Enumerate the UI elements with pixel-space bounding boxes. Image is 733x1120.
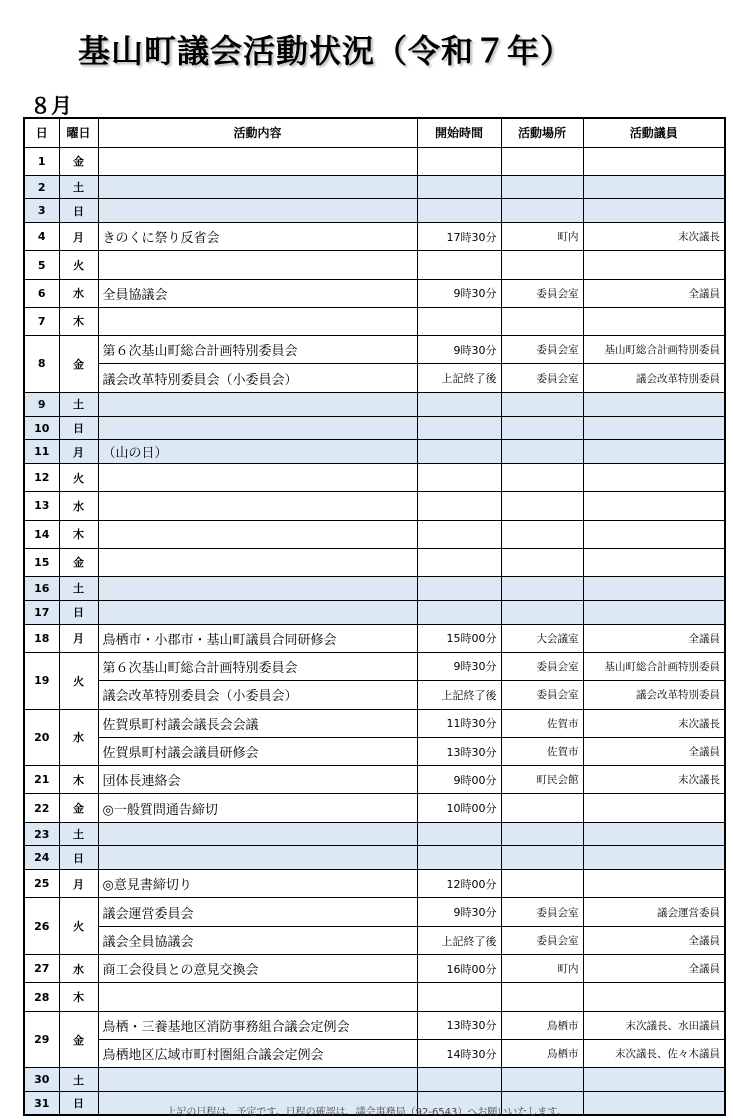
day-cell: 10 [24, 416, 59, 440]
time-cell [417, 440, 501, 464]
place-cell: 鳥栖市 [501, 1040, 583, 1068]
time-cell [417, 175, 501, 199]
members-cell: 基山町総合計画特別委員 [583, 336, 725, 364]
day-cell: 28 [24, 983, 59, 1011]
table-row [24, 440, 725, 464]
place-cell: 委員会室 [501, 364, 583, 392]
table-row [24, 600, 725, 624]
place-cell: 町民会館 [501, 766, 583, 794]
time-cell: 12時00分 [417, 870, 501, 898]
header-day: 日 [24, 118, 59, 147]
place-cell [501, 548, 583, 576]
members-cell [583, 600, 725, 624]
activity-cell: 商工会役員との意見交換会 [98, 955, 417, 983]
table-row [24, 794, 725, 822]
table-row [24, 548, 725, 576]
table-row [24, 364, 725, 392]
day-cell: 12 [24, 464, 59, 492]
time-cell [417, 1068, 501, 1092]
place-cell: 委員会室 [501, 898, 583, 926]
activity-cell: 議会運営委員会 [98, 898, 417, 926]
place-cell [501, 794, 583, 822]
time-cell [417, 416, 501, 440]
place-cell [501, 175, 583, 199]
weekday-cell: 木 [59, 307, 98, 335]
time-cell: 15時00分 [417, 624, 501, 652]
header-weekday: 曜日 [59, 118, 98, 147]
place-cell: 委員会室 [501, 652, 583, 680]
table-row [24, 870, 725, 898]
place-cell [501, 440, 583, 464]
time-cell: 9時30分 [417, 652, 501, 680]
table-row [24, 1068, 725, 1092]
members-cell [583, 520, 725, 548]
activity-cell: 佐賀県町村議会議員研修会 [98, 737, 417, 765]
table-row [24, 307, 725, 335]
activity-cell: きのくに祭り反省会 [98, 223, 417, 251]
weekday-cell: 月 [59, 440, 98, 464]
table-row [24, 737, 725, 765]
weekday-cell: 土 [59, 175, 98, 199]
time-cell: 9時30分 [417, 898, 501, 926]
activity-cell [98, 307, 417, 335]
day-cell: 17 [24, 600, 59, 624]
members-cell [583, 175, 725, 199]
day-cell: 30 [24, 1068, 59, 1092]
place-cell [501, 251, 583, 279]
activity-cell: 佐賀県町村議会議長会会議 [98, 709, 417, 737]
weekday-cell: 水 [59, 709, 98, 766]
table-row [24, 223, 725, 251]
weekday-cell: 金 [59, 548, 98, 576]
place-cell: 町内 [501, 223, 583, 251]
members-cell [583, 548, 725, 576]
weekday-cell: 木 [59, 520, 98, 548]
place-cell [501, 147, 583, 175]
weekday-cell: 日 [59, 1092, 98, 1116]
table-row [24, 926, 725, 954]
activity-cell [98, 520, 417, 548]
time-cell: 上記終了後 [417, 364, 501, 392]
members-cell [583, 983, 725, 1011]
table-row [24, 175, 725, 199]
activity-cell [98, 464, 417, 492]
members-cell: 基山町総合計画特別委員 [583, 652, 725, 680]
month-label: ８月 [30, 94, 72, 118]
time-cell [417, 600, 501, 624]
time-cell: 13時30分 [417, 737, 501, 765]
weekday-cell: 土 [59, 392, 98, 416]
activity-cell [98, 175, 417, 199]
members-cell [583, 416, 725, 440]
members-cell: 議会改革特別委員 [583, 681, 725, 709]
place-cell: 委員会室 [501, 336, 583, 364]
place-cell: 佐賀市 [501, 737, 583, 765]
weekday-cell: 火 [59, 251, 98, 279]
day-cell: 2 [24, 175, 59, 199]
place-cell: 委員会室 [501, 926, 583, 954]
members-cell: 議会改革特別委員 [583, 364, 725, 392]
place-cell: 委員会室 [501, 681, 583, 709]
members-cell [583, 147, 725, 175]
time-cell [417, 576, 501, 600]
day-cell: 23 [24, 822, 59, 846]
weekday-cell: 木 [59, 766, 98, 794]
header-time: 開始時間 [417, 118, 501, 147]
place-cell [501, 492, 583, 520]
day-cell: 14 [24, 520, 59, 548]
activity-cell [98, 416, 417, 440]
weekday-cell: 土 [59, 576, 98, 600]
weekday-cell: 水 [59, 492, 98, 520]
table-row [24, 392, 725, 416]
table-row [24, 279, 725, 307]
members-cell [583, 794, 725, 822]
table-row [24, 766, 725, 794]
activity-cell: 第６次基山町総合計画特別委員会 [98, 652, 417, 680]
place-cell: 鳥栖市 [501, 1011, 583, 1039]
activity-cell: 議会改革特別委員会（小委員会） [98, 681, 417, 709]
day-cell: 1 [24, 147, 59, 175]
members-cell: 末次議長 [583, 223, 725, 251]
header-place: 活動場所 [501, 118, 583, 147]
weekday-cell: 日 [59, 416, 98, 440]
weekday-cell: 金 [59, 794, 98, 822]
members-cell: 全議員 [583, 955, 725, 983]
header-members: 活動議員 [583, 118, 725, 147]
members-cell: 末次議長 [583, 766, 725, 794]
activity-cell: 議会改革特別委員会（小委員会） [98, 364, 417, 392]
members-cell [583, 464, 725, 492]
activity-cell [98, 199, 417, 223]
time-cell: 17時30分 [417, 223, 501, 251]
day-cell: 21 [24, 766, 59, 794]
members-cell [583, 846, 725, 870]
weekday-cell: 水 [59, 955, 98, 983]
day-cell: 16 [24, 576, 59, 600]
activity-cell: ◎意見書締切り [98, 870, 417, 898]
table-row [24, 955, 725, 983]
weekday-cell: 木 [59, 983, 98, 1011]
table-row [24, 336, 725, 364]
activity-cell [98, 983, 417, 1011]
place-cell [501, 1068, 583, 1092]
activity-cell [98, 846, 417, 870]
members-cell: 全議員 [583, 926, 725, 954]
table-row [24, 898, 725, 926]
table-row [24, 199, 725, 223]
place-cell [501, 520, 583, 548]
weekday-cell: 日 [59, 846, 98, 870]
table-row [24, 846, 725, 870]
activity-cell [98, 251, 417, 279]
header-row [24, 118, 725, 147]
day-cell: 4 [24, 223, 59, 251]
day-cell: 3 [24, 199, 59, 223]
weekday-cell: 火 [59, 898, 98, 955]
time-cell: 上記終了後 [417, 681, 501, 709]
day-cell: 13 [24, 492, 59, 520]
time-cell: 11時30分 [417, 709, 501, 737]
time-cell [417, 251, 501, 279]
time-cell: 14時30分 [417, 1040, 501, 1068]
table-row [24, 576, 725, 600]
members-cell: 議会運営委員 [583, 898, 725, 926]
day-cell: 25 [24, 870, 59, 898]
time-cell [417, 199, 501, 223]
day-cell: 11 [24, 440, 59, 464]
place-cell [501, 576, 583, 600]
activity-cell: 鳥栖市・小郡市・基山町議員合同研修会 [98, 624, 417, 652]
place-cell [501, 600, 583, 624]
weekday-cell: 土 [59, 822, 98, 846]
time-cell: 10時00分 [417, 794, 501, 822]
table-row [24, 520, 725, 548]
day-cell: 9 [24, 392, 59, 416]
place-cell [501, 416, 583, 440]
weekday-cell: 月 [59, 223, 98, 251]
activity-cell [98, 1068, 417, 1092]
time-cell: 上記終了後 [417, 926, 501, 954]
table-row [24, 1011, 725, 1039]
place-cell [501, 870, 583, 898]
activity-cell: 議会全員協議会 [98, 926, 417, 954]
place-cell: 佐賀市 [501, 709, 583, 737]
table-row [24, 652, 725, 680]
activity-cell [98, 147, 417, 175]
table-row [24, 624, 725, 652]
activity-cell: 鳥栖・三養基地区消防事務組合議会定例会 [98, 1011, 417, 1039]
weekday-cell: 月 [59, 870, 98, 898]
day-cell: 5 [24, 251, 59, 279]
footer-note: 上記の日程は、予定です。日程の確認は、議会事務局（92-6543）へお願いいたします。 [166, 1107, 567, 1118]
members-cell [583, 492, 725, 520]
weekday-cell: 日 [59, 199, 98, 223]
table-row [24, 147, 725, 175]
members-cell: 末次議長 [583, 709, 725, 737]
activity-cell: 第６次基山町総合計画特別委員会 [98, 336, 417, 364]
place-cell [501, 392, 583, 416]
time-cell [417, 520, 501, 548]
members-cell [583, 870, 725, 898]
members-cell: 末次議長、水田議員 [583, 1011, 725, 1039]
day-cell: 18 [24, 624, 59, 652]
table-row [24, 251, 725, 279]
table-row [24, 822, 725, 846]
time-cell [417, 548, 501, 576]
day-cell: 24 [24, 846, 59, 870]
day-cell: 20 [24, 709, 59, 766]
activity-cell: 鳥栖地区広域市町村圏組合議会定例会 [98, 1040, 417, 1068]
activity-cell [98, 576, 417, 600]
time-cell [417, 983, 501, 1011]
time-cell: 13時30分 [417, 1011, 501, 1039]
table-row [24, 416, 725, 440]
members-cell: 全議員 [583, 737, 725, 765]
members-cell: 末次議長、佐々木議員 [583, 1040, 725, 1068]
time-cell: 9時30分 [417, 279, 501, 307]
place-cell [501, 983, 583, 1011]
weekday-cell: 火 [59, 652, 98, 709]
members-cell [583, 1068, 725, 1092]
activity-cell: 団体長連絡会 [98, 766, 417, 794]
time-cell [417, 492, 501, 520]
time-cell [417, 464, 501, 492]
members-cell [583, 251, 725, 279]
day-cell: 27 [24, 955, 59, 983]
place-cell [501, 822, 583, 846]
weekday-cell: 火 [59, 464, 98, 492]
weekday-cell: 水 [59, 279, 98, 307]
activity-cell [98, 492, 417, 520]
members-cell [583, 440, 725, 464]
day-cell: 22 [24, 794, 59, 822]
members-cell [583, 392, 725, 416]
activity-cell: （山の日） [98, 440, 417, 464]
activity-cell [98, 392, 417, 416]
members-cell [583, 307, 725, 335]
activity-cell [98, 822, 417, 846]
table-row [24, 464, 725, 492]
weekday-cell: 日 [59, 600, 98, 624]
place-cell [501, 307, 583, 335]
table-row [24, 983, 725, 1011]
place-cell: 町内 [501, 955, 583, 983]
place-cell [501, 464, 583, 492]
schedule-table [23, 117, 726, 1116]
place-cell [501, 199, 583, 223]
table-row [24, 709, 725, 737]
day-cell: 26 [24, 898, 59, 955]
day-cell: 19 [24, 652, 59, 709]
weekday-cell: 土 [59, 1068, 98, 1092]
time-cell [417, 307, 501, 335]
day-cell: 15 [24, 548, 59, 576]
time-cell [417, 846, 501, 870]
table-row [24, 1040, 725, 1068]
time-cell: 16時00分 [417, 955, 501, 983]
day-cell: 7 [24, 307, 59, 335]
place-cell: 大会議室 [501, 624, 583, 652]
place-cell [501, 846, 583, 870]
activity-cell [98, 548, 417, 576]
members-cell [583, 199, 725, 223]
time-cell [417, 147, 501, 175]
time-cell [417, 392, 501, 416]
members-cell: 全議員 [583, 279, 725, 307]
weekday-cell: 金 [59, 147, 98, 175]
activity-cell: ◎一般質問通告締切 [98, 794, 417, 822]
page-title: 基山町議会活動状況（令和７年） [78, 32, 574, 70]
day-cell: 6 [24, 279, 59, 307]
day-cell: 31 [24, 1092, 59, 1116]
day-cell: 8 [24, 336, 59, 393]
weekday-cell: 金 [59, 336, 98, 393]
table-row [24, 681, 725, 709]
time-cell [417, 822, 501, 846]
weekday-cell: 月 [59, 624, 98, 652]
time-cell: 9時00分 [417, 766, 501, 794]
day-cell: 29 [24, 1011, 59, 1068]
table-row [24, 492, 725, 520]
members-cell: 全議員 [583, 624, 725, 652]
members-cell [583, 822, 725, 846]
time-cell: 9時30分 [417, 336, 501, 364]
members-cell [583, 576, 725, 600]
header-activity: 活動内容 [98, 118, 417, 147]
weekday-cell: 金 [59, 1011, 98, 1068]
activity-cell: 全員協議会 [98, 279, 417, 307]
activity-cell [98, 600, 417, 624]
place-cell: 委員会室 [501, 279, 583, 307]
